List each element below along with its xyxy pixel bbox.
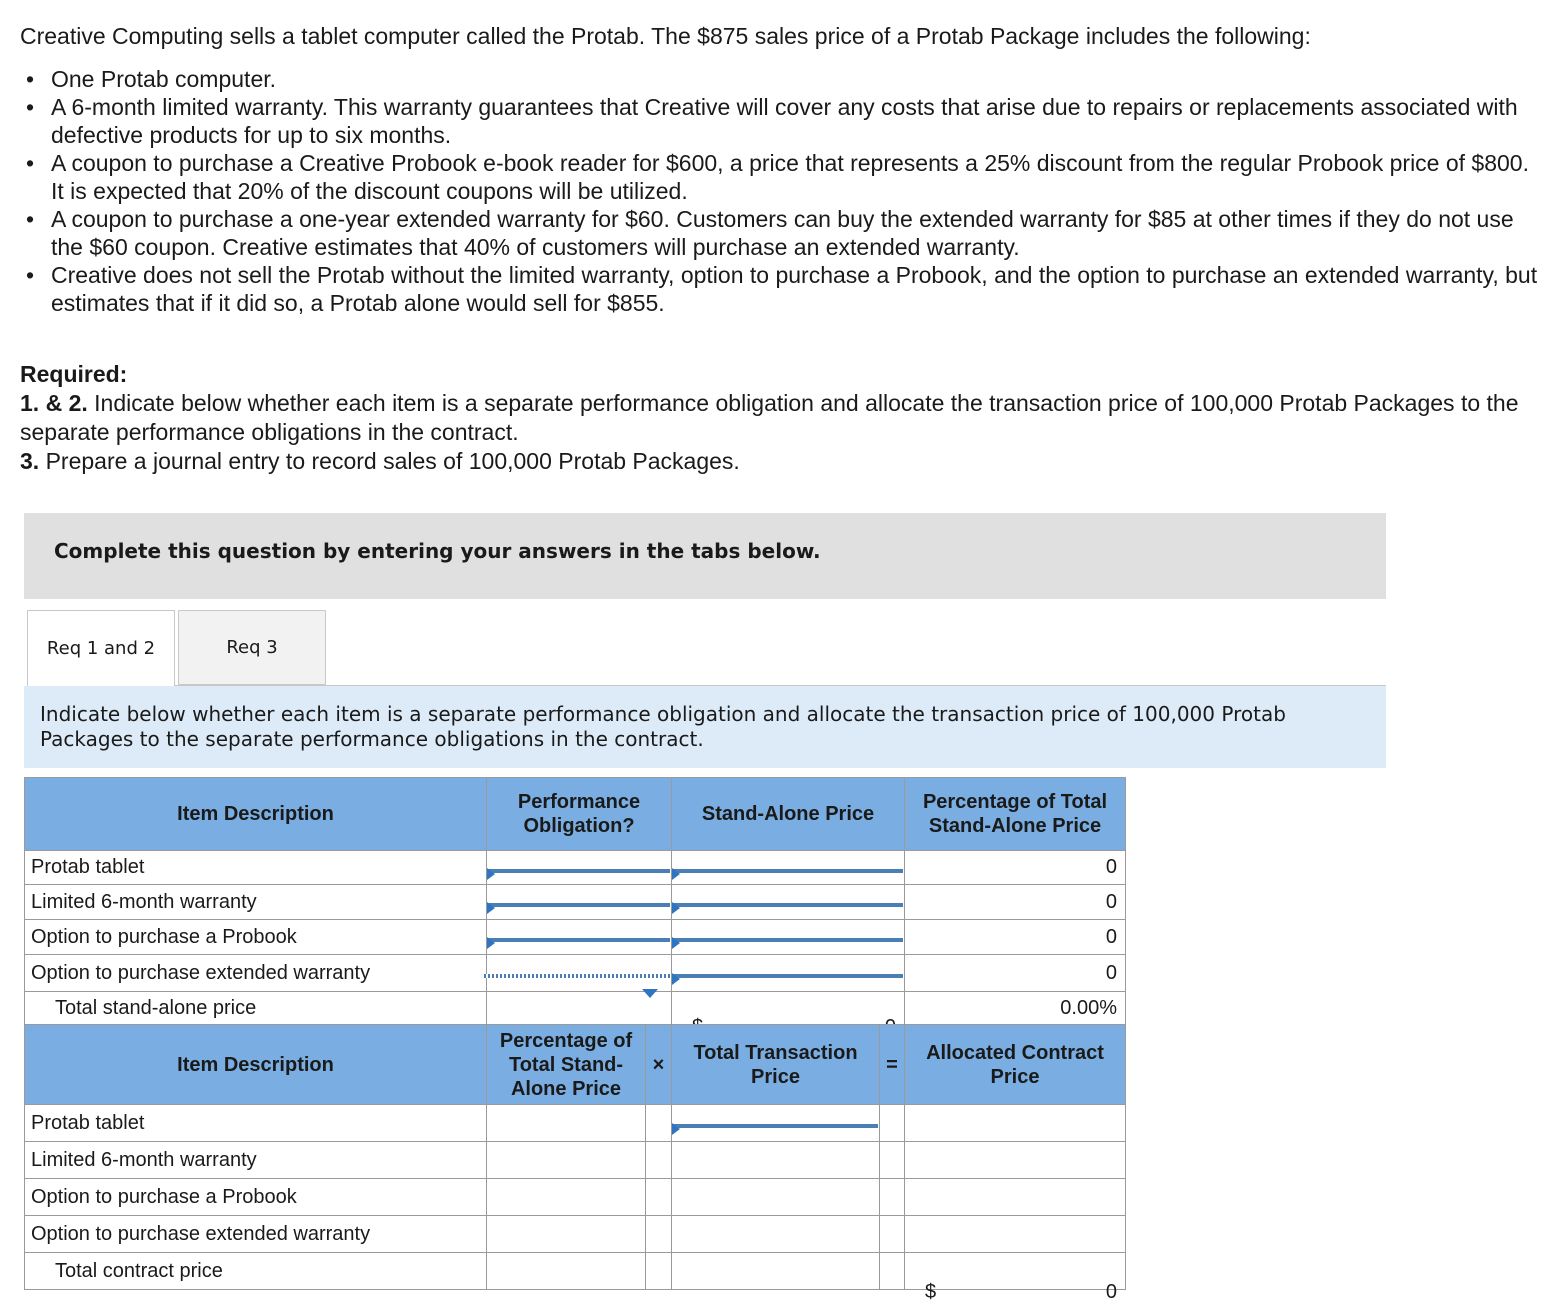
bullet-item: • Creative does not sell the Protab without the limited warranty, option to purchase a Probook, and the option to purchase an extended warranty, but estimates that if it did so, a Protab alone would sell for $855. xyxy=(20,261,1540,317)
obligation-input[interactable] xyxy=(488,903,670,907)
transaction-price-cell xyxy=(672,1142,880,1179)
obligation-cell xyxy=(487,955,672,992)
percentage-cell xyxy=(487,1179,646,1216)
row-item-label: Protab tablet xyxy=(25,851,487,885)
percentage-cell xyxy=(487,1216,646,1253)
obligation-input[interactable] xyxy=(488,869,670,873)
standalone-cell xyxy=(672,920,905,955)
input-marker-icon xyxy=(672,1123,680,1135)
percentage-cell xyxy=(487,1105,646,1142)
percentage-value: 0 xyxy=(905,851,1126,885)
allocated-price-cell xyxy=(905,1105,1126,1142)
allocated-price-cell xyxy=(905,1179,1126,1216)
transaction-price-cell xyxy=(672,1216,880,1253)
standalone-price-input[interactable] xyxy=(673,903,903,907)
operator-cell xyxy=(880,1142,905,1179)
total-row xyxy=(25,992,1126,1026)
header-allocated-contract-price: Allocated Contract Price xyxy=(905,1025,1126,1105)
empty-cell xyxy=(487,1253,646,1290)
transaction-price-cell xyxy=(672,1179,880,1216)
standalone-price-input[interactable] xyxy=(673,938,903,942)
standalone-cell xyxy=(672,955,905,992)
row-item-label: Limited 6-month warranty xyxy=(25,885,487,920)
operator-cell xyxy=(646,1105,672,1142)
req12-label: 1. & 2. xyxy=(20,390,88,416)
table-row xyxy=(25,920,1126,955)
total-percentage-value: 0.00% xyxy=(905,992,1126,1026)
input-marker-icon xyxy=(487,937,495,949)
tab-description-box xyxy=(24,686,1386,768)
currency-symbol: $ xyxy=(925,1281,937,1303)
percentage-cell xyxy=(487,1142,646,1179)
required-section xyxy=(20,360,1540,476)
obligation-cell xyxy=(487,885,672,920)
operator-cell xyxy=(646,1142,672,1179)
standalone-cell xyxy=(672,851,905,885)
bullet-item: • One Protab computer. xyxy=(20,65,1540,93)
transaction-price-cell xyxy=(672,1105,880,1142)
allocation-table xyxy=(24,1024,1126,1303)
input-marker-icon xyxy=(672,902,680,914)
instruction-banner xyxy=(24,513,1386,599)
allocated-price-cell xyxy=(905,1216,1126,1253)
req12-text: Indicate below whether each item is a separate performance obligation and allocate the transaction price of 100,000 Protab Packages to the separate performance obligations in the contract. xyxy=(20,390,1519,445)
operator-cell xyxy=(880,1216,905,1253)
req3-text: Prepare a journal entry to record sales of 100,000 Protab Packages. xyxy=(39,448,740,474)
operator-cell xyxy=(646,1179,672,1216)
header-total-transaction-price: Total Transaction Price xyxy=(672,1025,880,1105)
obligation-cell xyxy=(487,851,672,885)
required-heading: Required: xyxy=(20,361,128,387)
input-marker-icon xyxy=(487,902,495,914)
percentage-value: 0 xyxy=(905,885,1126,920)
total-contract-label: Total contract price xyxy=(25,1253,487,1290)
obligation-dropdown[interactable] xyxy=(484,974,670,978)
header-item-description: Item Description xyxy=(25,778,487,851)
input-marker-icon xyxy=(672,937,680,949)
standalone-price-input[interactable] xyxy=(673,869,903,873)
table-row xyxy=(25,885,1126,920)
chevron-down-icon[interactable] xyxy=(642,989,658,998)
standalone-price-table xyxy=(24,777,1126,1026)
header-item-description: Item Description xyxy=(25,1025,487,1105)
equals-operator: = xyxy=(880,1025,905,1105)
tab-req-3[interactable]: Req 3 xyxy=(178,610,326,685)
table-row xyxy=(25,1105,1126,1142)
obligation-cell xyxy=(487,920,672,955)
total-standalone-cell xyxy=(672,992,905,1026)
percentage-value: 0 xyxy=(905,920,1126,955)
row-item-label: Option to purchase a Probook xyxy=(25,1179,487,1216)
requirement-3 xyxy=(20,447,1540,476)
standalone-price-input[interactable] xyxy=(673,974,903,978)
operator-cell xyxy=(646,1253,672,1290)
header-percentage-total: Percentage of Total Stand-Alone Price xyxy=(487,1025,646,1105)
bullet-list xyxy=(20,65,1540,317)
transaction-price-input[interactable] xyxy=(673,1124,878,1128)
table-row xyxy=(25,1142,1126,1179)
operator-cell xyxy=(880,1179,905,1216)
header-percentage-total: Percentage of Total Stand-Alone Price xyxy=(905,778,1126,851)
multiply-operator: × xyxy=(646,1025,672,1105)
row-item-label: Limited 6-month warranty xyxy=(25,1142,487,1179)
table-row xyxy=(25,955,1126,992)
total-contract-value: 0 xyxy=(1105,1281,1117,1303)
header-performance-obligation: Performance Obligation? xyxy=(487,778,672,851)
problem-intro xyxy=(20,22,1540,317)
row-item-label: Option to purchase a Probook xyxy=(25,920,487,955)
input-marker-icon xyxy=(672,868,680,880)
req3-label: 3. xyxy=(20,448,40,474)
total-standalone-label: Total stand-alone price xyxy=(25,992,487,1026)
tab-description: Indicate below whether each item is a separate performance obligation and allocate the transaction price of 100,000 Protab Packages to the separate performance obligations in the contract. xyxy=(40,702,1286,751)
total-contract-cell xyxy=(905,1253,1126,1303)
row-item-label: Option to purchase extended warranty xyxy=(25,1216,487,1253)
operator-cell xyxy=(880,1253,905,1290)
tab-req-1-and-2[interactable]: Req 1 and 2 xyxy=(27,610,175,686)
intro-text: Creative Computing sells a tablet computer called the Protab. The $875 sales price of a Protab Package includes the following: xyxy=(20,23,1311,49)
table-row xyxy=(25,1179,1126,1216)
bullet-item: • A coupon to purchase a one-year extended warranty for $60. Customers can buy the extended warranty for $85 at other times if they do not use the $60 coupon. Creative estimates that 40% of customers will purchase an extended warranty. xyxy=(20,205,1540,261)
bullet-item: • A 6-month limited warranty. This warranty guarantees that Creative will cover any costs that arise due to repairs or replacements associated with defective products for up to six months. xyxy=(20,93,1540,149)
instruction-text: Complete this question by entering your answers in the tabs below. xyxy=(54,539,821,563)
operator-cell xyxy=(646,1216,672,1253)
empty-cell xyxy=(672,1253,880,1290)
input-marker-icon xyxy=(487,868,495,880)
bullet-item: • A coupon to purchase a Creative Probook e-book reader for $600, a price that represents a 25% discount from the regular Probook price of $800. It is expected that 20% of the discount coupons will be utilized. xyxy=(20,149,1540,205)
table-row xyxy=(25,851,1126,885)
operator-cell xyxy=(880,1105,905,1142)
percentage-value: 0 xyxy=(905,955,1126,992)
row-item-label: Protab tablet xyxy=(25,1105,487,1142)
header-standalone-price: Stand-Alone Price xyxy=(672,778,905,851)
requirement-1-2 xyxy=(20,389,1540,447)
table-row xyxy=(25,1216,1126,1253)
row-item-label: Option to purchase extended warranty xyxy=(25,955,487,992)
standalone-cell xyxy=(672,885,905,920)
allocated-price-cell xyxy=(905,1142,1126,1179)
input-marker-icon xyxy=(672,973,680,985)
total-row xyxy=(25,1253,1126,1290)
obligation-input[interactable] xyxy=(488,938,670,942)
